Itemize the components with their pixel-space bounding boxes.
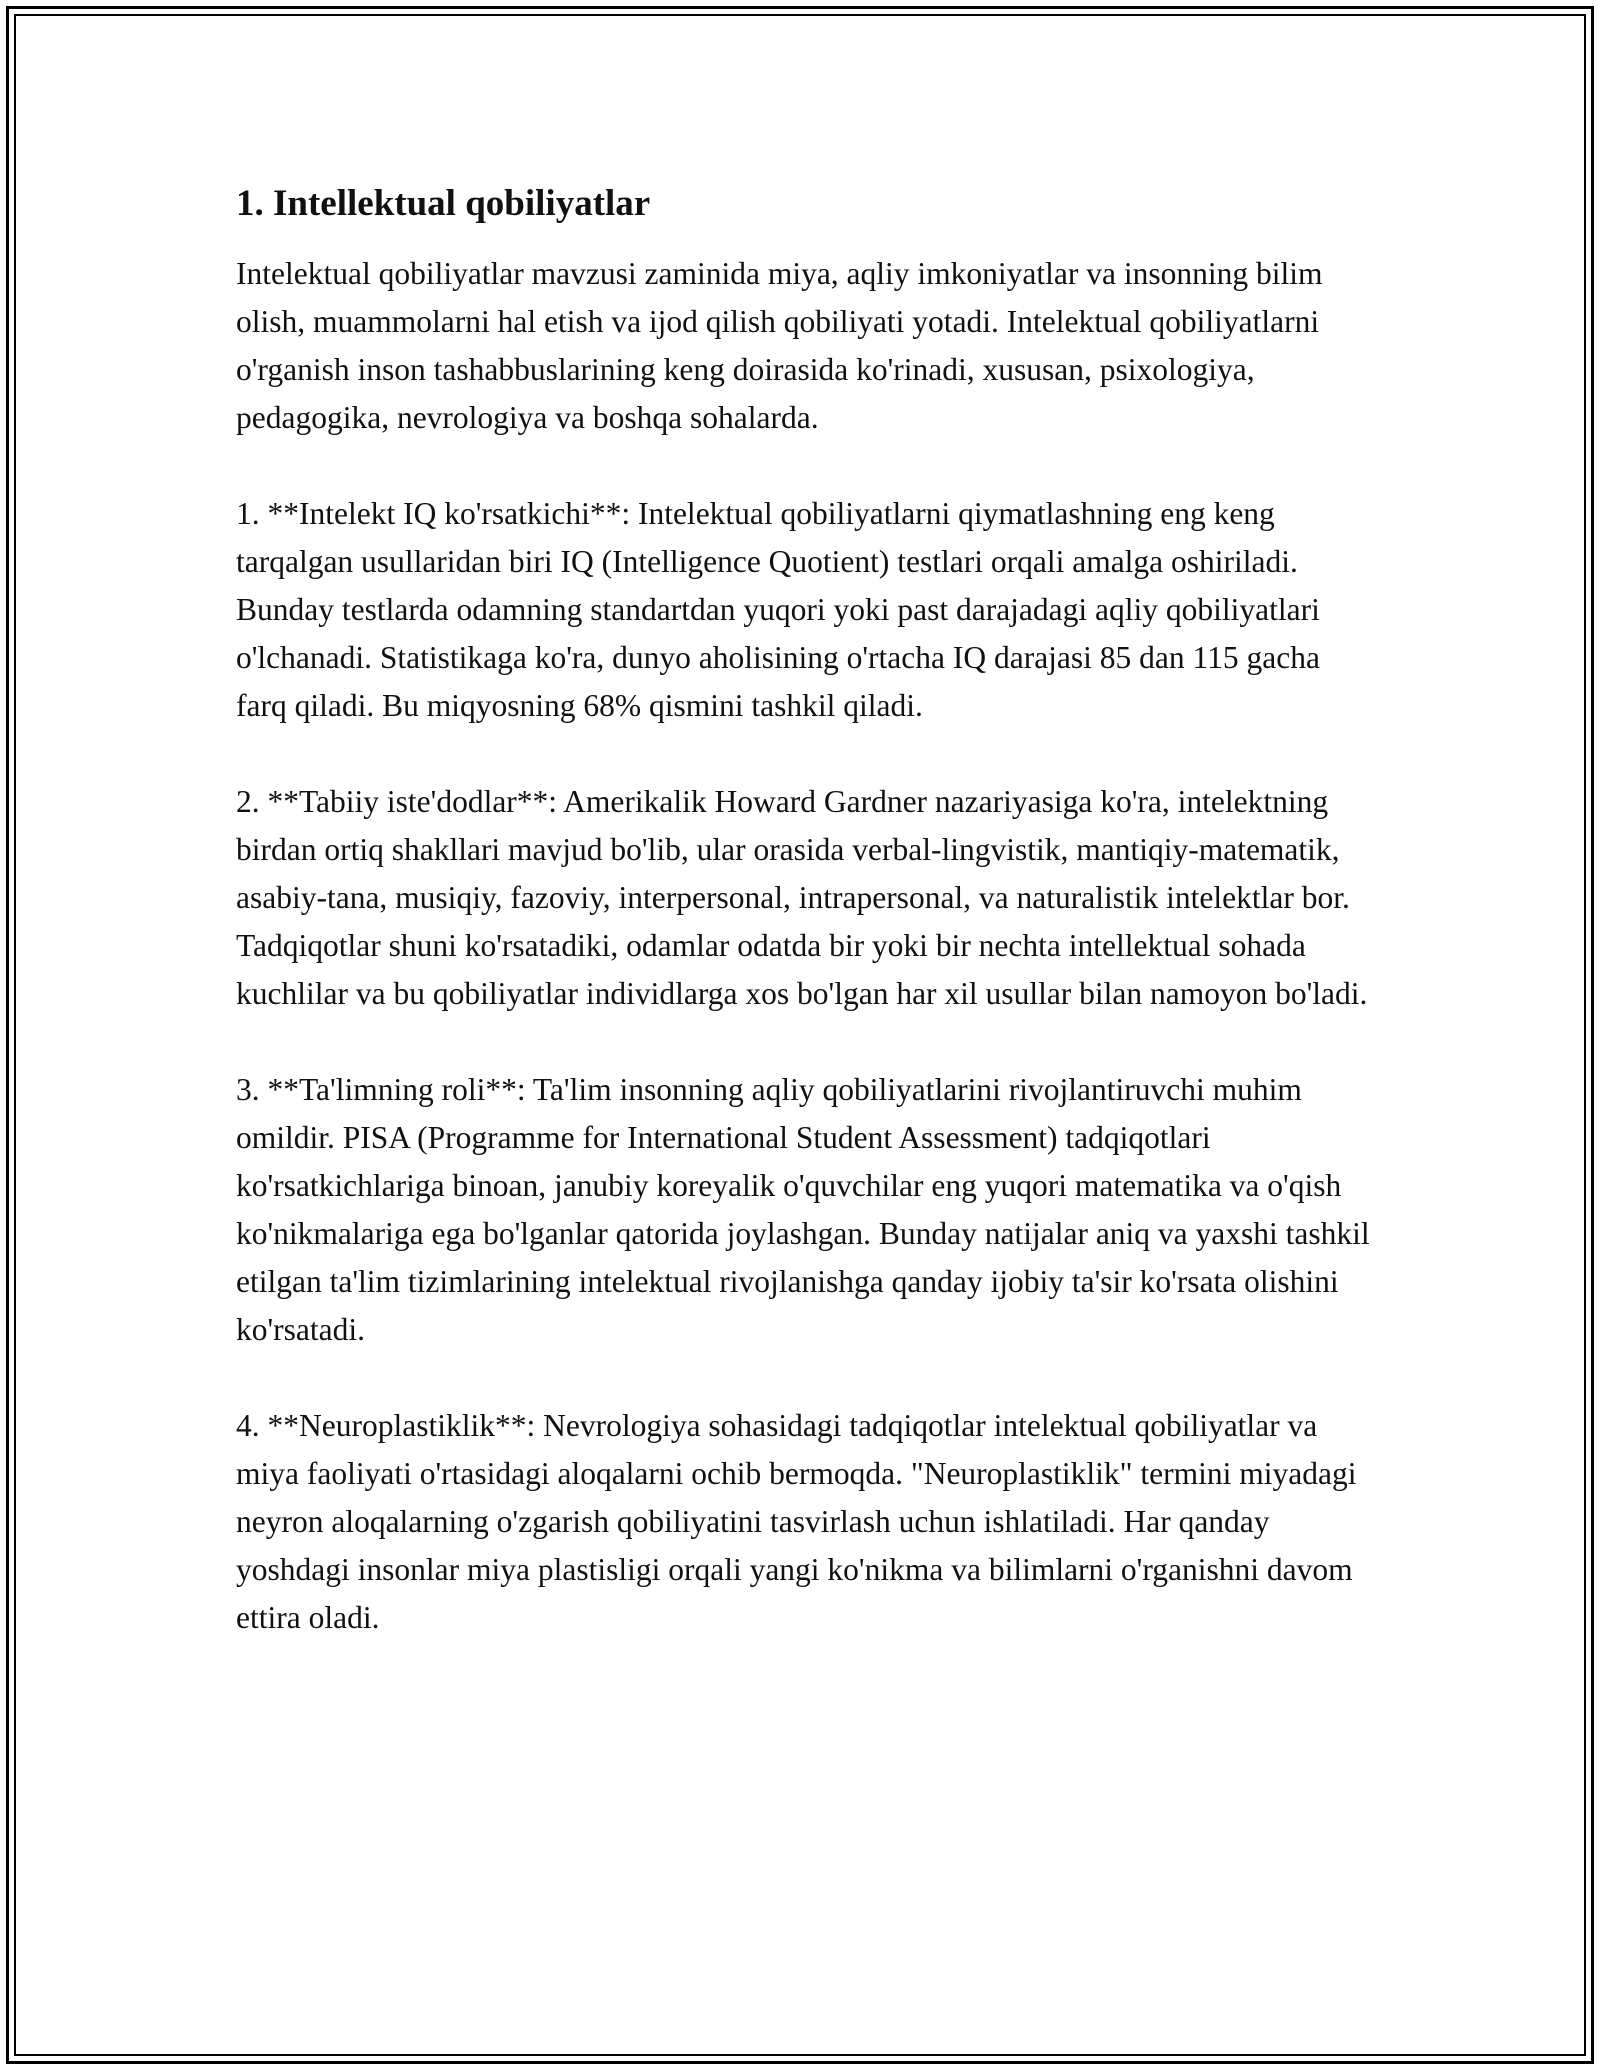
paragraph-iq: 1. **Intelekt IQ ko'rsatkichi**: Intelektual qobiliyatlarni qiymatlashning eng keng tarqalgan usullaridan biri IQ (Intelligence Quotient) testlari orqali amalga oshiriladi. Bunday testlarda odamning standartdan yuqori yoki past darajadagi aqliy qobiliyatlari o'lchanadi. Statistikaga ko'ra, dunyo aholisining o'rtacha IQ darajasi 85 dan 115 gacha farq qiladi. Bu miqyosning 68% qismini tashkil qiladi. (236, 496, 1320, 723)
document-body (236, 180, 1376, 1642)
document-title: 1. Intellektual qobiliyatlar (236, 183, 651, 224)
paragraph-natural-talents: 2. **Tabiiy iste'dodlar**: Amerikalik Howard Gardner nazariyasiga ko'ra, intelektning birdan ortiq shakllari mavjud bo'lib, ular orasida verbal-lingvistik, mantiqiy-matematik, asabiy-tana, musiqiy, fazoviy, interpersonal, intrapersonal, va naturalistik intelektlar bor. Tadqiqotlar shuni ko'rsatadiki, odamlar odatda bir yoki bir nechta intellektual sohada kuchlilar va bu qobiliyatlar individlarga xos bo'lgan har xil usullar bilan namoyon bo'ladi. (236, 784, 1368, 1011)
intro-paragraph: Intelektual qobiliyatlar mavzusi zaminida miya, aqliy imkoniyatlar va insonning bilim olish, muammolarni hal etish va ijod qilish qobiliyati yotadi. Intelektual qobiliyatlarni o'rganish inson tashabbuslarining keng doirasida ko'rinadi, xususan, psixologiya, pedagogika, nevrologiya va boshqa sohalarda. (236, 256, 1323, 435)
paragraph-neuroplasticity: 4. **Neuroplastiklik**: Nevrologiya sohasidagi tadqiqotlar intelektual qobiliyatlar va miya faoliyati o'rtasidagi aloqalarni ochib bermoqda. "Neuroplastiklik" termini miyadagi neyron aloqalarning o'zgarish qobiliyatini tasvirlash uchun ishlatiladi. Har qanday yoshdagi insonlar miya plastisligi orqali yangi ko'nikma va bilimlarni o'rganishni davom ettira oladi. (236, 1408, 1357, 1635)
paragraph-education-role: 3. **Ta'limning roli**: Ta'lim insonning aqliy qobiliyatlarini rivojlantiruvchi muhim omildir. PISA (Programme for International Student Assessment) tadqiqotlari ko'rsatkichlariga binoan, janubiy koreyalik o'quvchilar eng yuqori matematika va o'qish ko'nikmalariga ega bo'lganlar qatorida joylashgan. Bunday natijalar aniq va yaxshi tashkil etilgan ta'lim tizimlarining intelektual rivojlanishga qanday ijobiy ta'sir ko'rsata olishini ko'rsatadi. (236, 1072, 1370, 1347)
